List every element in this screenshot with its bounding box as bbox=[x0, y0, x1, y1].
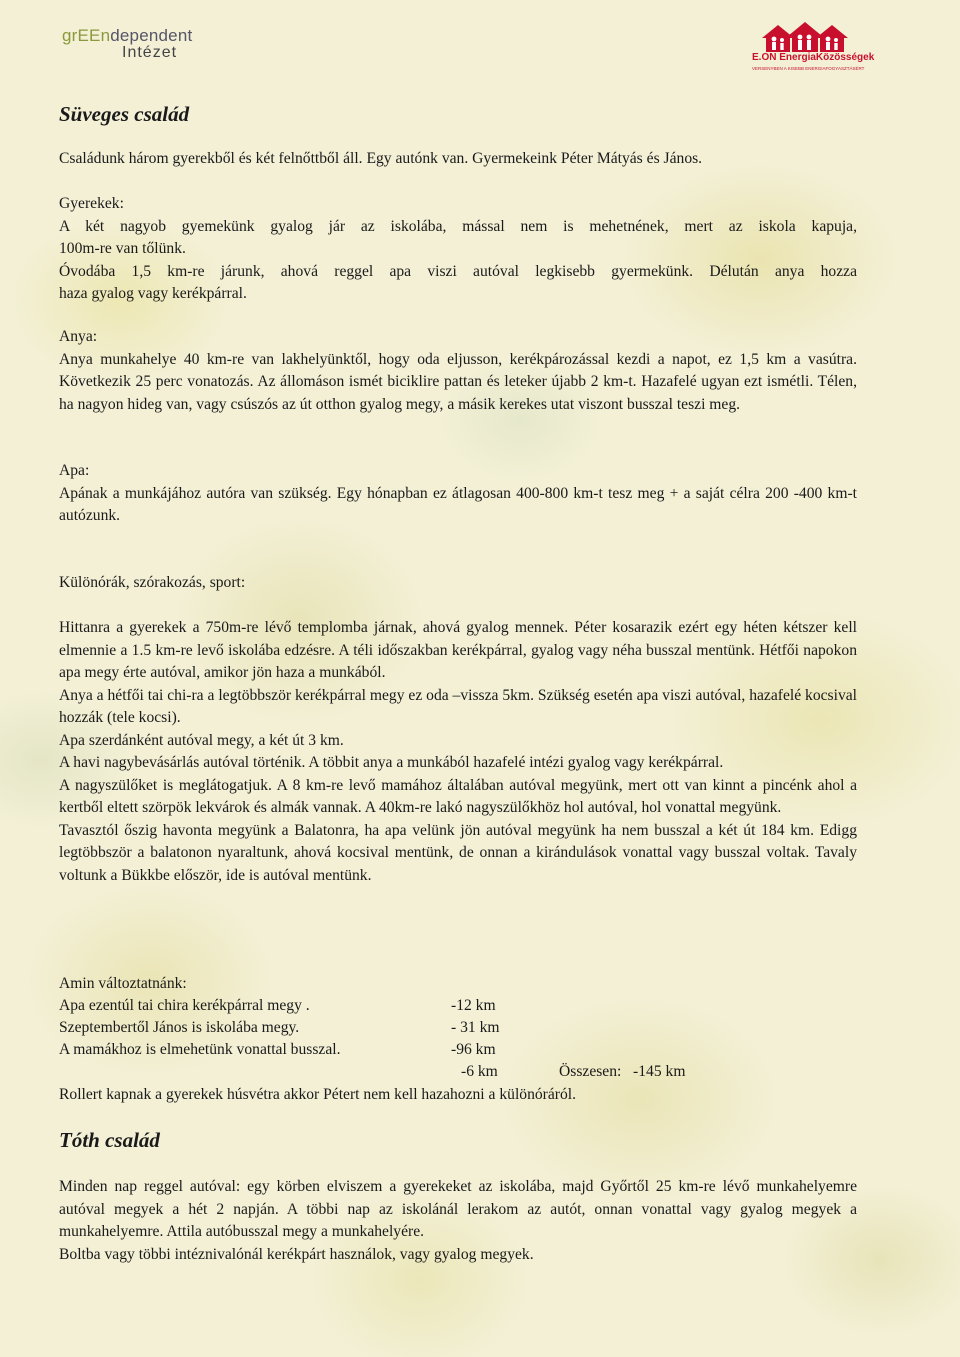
change-item: A mamákhoz is elmehetünk vonattal busszal. bbox=[59, 1041, 341, 1058]
logo-right-brand: E.ON EnergiaKözösségek bbox=[752, 52, 875, 63]
extra-paragraph: A havi nagybevásárlás autóval történik. A többit anya a munkából hazafelé intézi gyalog vagy kerékpárral. bbox=[59, 754, 724, 771]
family2-title: Tóth család bbox=[59, 1128, 160, 1152]
changes-row bbox=[59, 1017, 857, 1039]
kids-line: A két nagyob gyemekünk gyalog jár az iskolába, mással nem is mehetnének, mert az iskola kapuja, bbox=[59, 217, 857, 235]
family1-intro: Családunk három gyerekből és két felnőttből áll. Egy autónk van. Gyermekeink Péter Mátyás és János. bbox=[59, 150, 703, 167]
family2-paragraph: Boltba vagy többi intéznivalónál kerékpárt használok, vagy gyalog megyek. bbox=[59, 1245, 534, 1263]
family2-paragraph: Minden nap reggel autóval: egy körben elviszem a gyerekeket az iskolába, majd Győrtől 25 km-re lévő munkahelyemre autóval megyek a hét 2 napján. A többi nap az iskolánál lerakom az autót, onnan vonattal vagy gyalog megyek a munkahelyemre. Attila autóbusszal megy a munkahelyére. bbox=[59, 1178, 857, 1240]
kids-line: Óvodába 1,5 km-re járunk, ahová reggel apa viszi autóval legkisebb gyermekünk. Délután anya hozza bbox=[59, 262, 857, 280]
family1-closing: Rollert kapnak a gyerekek húsvétra akkor Pétert nem kell hazahozni a különóráról. bbox=[59, 1086, 576, 1103]
logo-left-part2: dependent bbox=[110, 26, 193, 45]
houses-icon bbox=[762, 22, 848, 52]
change-km: - 31 km bbox=[451, 1019, 500, 1036]
logo-left-line2: Intézet bbox=[122, 44, 178, 61]
change-km: -6 km bbox=[461, 1063, 498, 1080]
logo-right-subtitle: VERSENYBEN A KISEBB ENERGIAFOGYASZTÁSÉRT bbox=[752, 66, 865, 71]
extra-paragraph: A nagyszülőket is meglátogatjuk. A 8 km-re levő mamához általában autóval megyünk, mert ott van kinnt a pincénk ahol a kertből eltett szörpök lekvárok és almák vannak. A 40km-re lakó nagyszülőkhöz hol autóval, hol vonattal megyünk. bbox=[59, 776, 857, 816]
dad-text: Apának a munkájához autóra van szükség. Egy hónapban ez átlagosan 400-800 km-t tesz meg + a saját célra 200 -400 km-t autózunk. bbox=[59, 484, 857, 524]
dad-label: Apa: bbox=[59, 462, 90, 479]
change-item: Apa ezentúl tai chira kerékpárral megy . bbox=[59, 997, 310, 1014]
kids-section bbox=[59, 193, 857, 306]
change-km: -96 km bbox=[451, 1041, 496, 1058]
extra-label: Különórák, szórakozás, sport: bbox=[59, 574, 246, 591]
eon-logo bbox=[748, 22, 875, 78]
greendependent-logo bbox=[62, 26, 192, 72]
mom-section bbox=[59, 326, 857, 416]
extra-paragraph: Hittanra a gyerekek a 750m-re lévő templomba járnak, ahová gyalog mennek. Péter kosarazik ezért egy héten kétszer kell elmennie a 1.5 km-re levő iskolába edzésre. A téli időszakban kerékpárral, gyalog vagy néha busszal mentünk. Hétfői napokon apa megy érte autóval, amikor jön haza a munkából. bbox=[59, 619, 857, 681]
changes-row bbox=[59, 1039, 857, 1061]
family1-title: Süveges család bbox=[59, 102, 190, 126]
kids-line: 100m-re van tőlünk. bbox=[59, 240, 186, 257]
mom-text: Anya munkahelye 40 km-re van lakhelyünktől, hogy oda eljusson, kerékpározással kezdi a napot, ez 1,5 km a vasútra. Következik 25 perc vonatozás. Az állomáson ismét biciklire pattan és leteker újabb 2 km-t. Hazafelé ugyan ezt ismétli. Télen, ha nagyon hideg van, vagy csúszós az út otthon gyalog megy, a másik kerekes utat viszont busszal teszi meg. bbox=[59, 350, 857, 413]
change-item: Szeptembertől János is iskolába megy. bbox=[59, 1019, 300, 1036]
extra-paragraph: Apa szerdánként autóval megy, a két út 3 km. bbox=[59, 731, 344, 749]
change-km: -12 km bbox=[451, 997, 496, 1014]
changes-row bbox=[59, 1061, 857, 1083]
changes-row bbox=[59, 995, 857, 1017]
extra-paragraph: Tavasztól őszig havonta megyünk a Balatonra, ha apa velünk jön autóval megyünk ha nem busszal a két út 184 km. Edigg legtöbbször a balatonon nyaraltunk, ahová kocsival mentünk, de onnan a kirándulások vonattal vagy busszal voltak. Tavaly voltunk a Bükkbe először, ide is autóval mentünk. bbox=[59, 821, 857, 884]
extra-section bbox=[59, 617, 857, 887]
extra-paragraph: Anya a hétfői tai chi-ra a legtöbbször kerékpárral megy ez oda –vissza 5km. Szükség esetén apa viszi autóval, hazafelé kocsival hozzák (tele kocsi). bbox=[59, 686, 857, 726]
kids-line: haza gyalog vagy kerékpárral. bbox=[59, 285, 247, 302]
dad-section bbox=[59, 460, 857, 528]
mom-label: Anya: bbox=[59, 328, 98, 345]
family2-section bbox=[59, 1176, 857, 1266]
kids-label: Gyerekek: bbox=[59, 195, 124, 212]
logo-left-part1: grEEn bbox=[62, 26, 111, 45]
changes-label: Amin változtatnánk: bbox=[59, 975, 187, 992]
changes-total: Összesen: -145 km bbox=[559, 1063, 686, 1080]
changes-table bbox=[59, 995, 857, 1083]
